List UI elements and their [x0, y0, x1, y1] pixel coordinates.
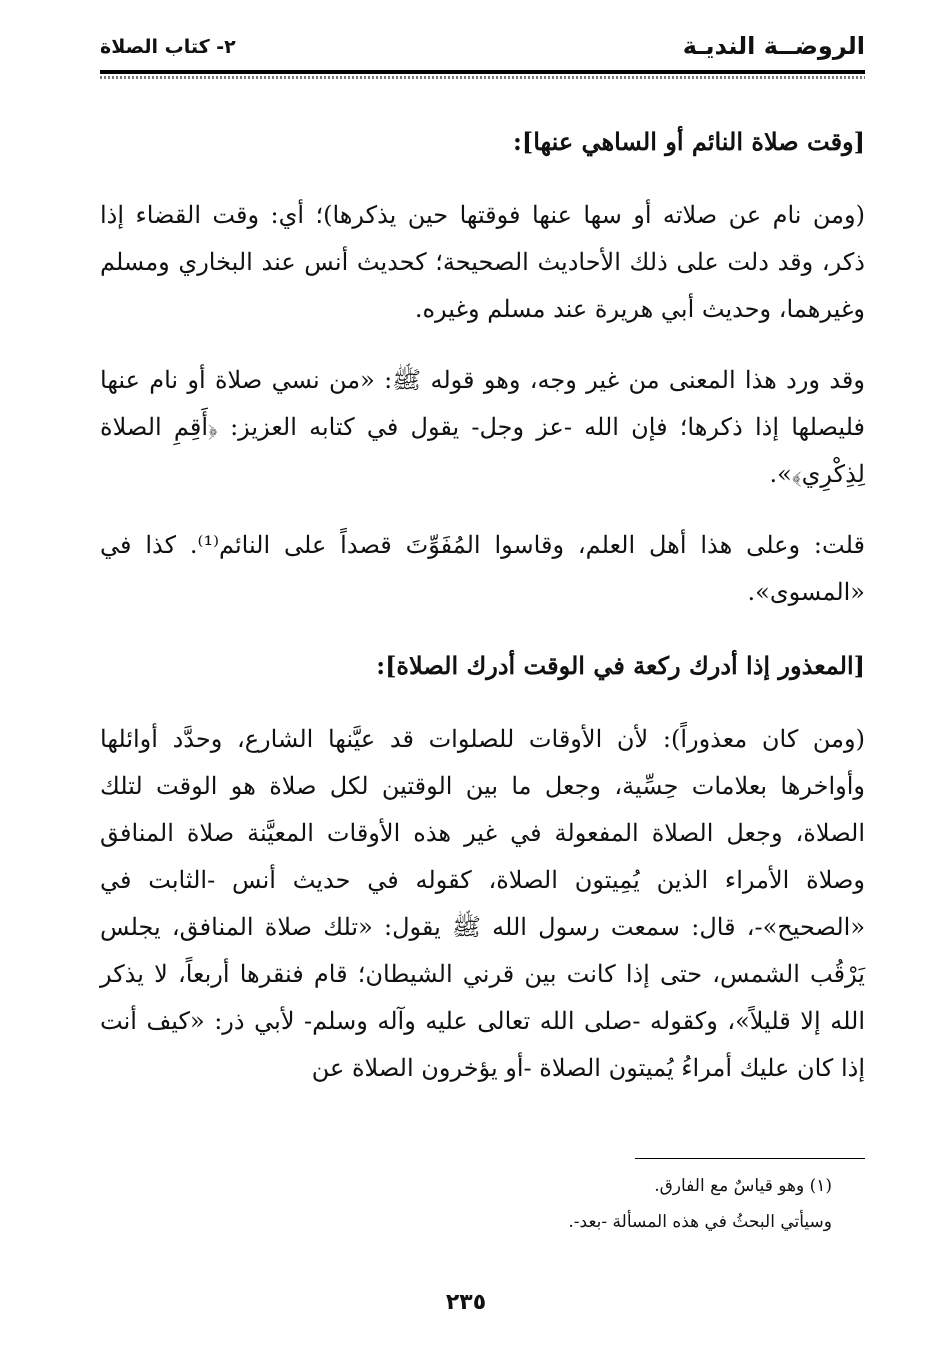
page-number: ٢٣٥ [445, 1290, 487, 1315]
main-text [100, 118, 865, 1116]
header-chapter-title: ٢- كتاب الصلاة [100, 36, 236, 58]
section-heading-1: [وقت صلاة النائم أو الساهي عنها]: [513, 127, 865, 156]
paragraph-2: وقد ورد هذا المعنى من غير وجه، وهو قوله ﷺ: «من نسي صلاة أو نام عنها فليصلها إذا ذكرها؛ فإن الله -عز وجل- يقول في كتابه العزيز: ﴿أَقِمِ الصلاة لِذِكْرِي﴾». [100, 366, 865, 488]
footnotes [332, 1168, 832, 1240]
header-book-title: الروضــة النديـة [682, 32, 865, 60]
paragraph-3: قلت: وعلى هذا أهل العلم، وقاسوا المُفَوِّتَ قصداً على النائم⁽¹⁾. كذا في «المسوى». [100, 531, 865, 606]
section-heading-2: [المعذور إذا أدرك ركعة في الوقت أدرك الصلاة]: [376, 651, 865, 680]
footnote-1-continuation: وسيأتي البحثُ في هذه المسألة -بعد-. [568, 1212, 832, 1232]
footnote-1: (١) وهو قياسٌ مع الفارق. [654, 1176, 832, 1196]
paragraph-1: (ومن نام عن صلاته أو سها عنها فوقتها حين يذكرها)؛ أي: وقت القضاء إذا ذكر، وقد دلت على ذلك الأحاديث الصحيحة؛ كحديث أنس عند البخاري ومسلم وغيرهما، وحديث أبي هريرة عند مسلم وغيره. [100, 201, 865, 323]
header-rule-dotted [100, 76, 865, 79]
paragraph-4: (ومن كان معذوراً): لأن الأوقات للصلوات قد عيَّنها الشارع، وحدَّد أوائلها وأواخرها بعلامات حِسِّية، وجعل ما بين الوقتين لكل صلاة هو الوقت لتلك الصلاة، وجعل الصلاة المفعولة في غير هذه الأوقات المعيَّنة صلاة المنافق وصلاة الأمراء الذين يُمِيتون الصلاة، كقوله في حديث أنس -الثابت في «الصحيح»-، قال: سمعت رسول الله ﷺ يقول: «تلك صلاة المنافق، يجلس يَرْقُب الشمس، حتى إذا كانت بين قرني الشيطان؛ قام فنقرها أربعاً، لا يذكر الله إلا قليلاً»، وكقوله -صلى الله تعالى عليه وآله وسلم- لأبي ذر: «كيف أنت إذا كان عليك أمراءُ يُميتون الصلاة -أو يؤخرون الصلاة عن [100, 725, 865, 1082]
header-rule [100, 70, 865, 74]
footnote-divider [635, 1158, 865, 1159]
running-header [100, 30, 865, 72]
